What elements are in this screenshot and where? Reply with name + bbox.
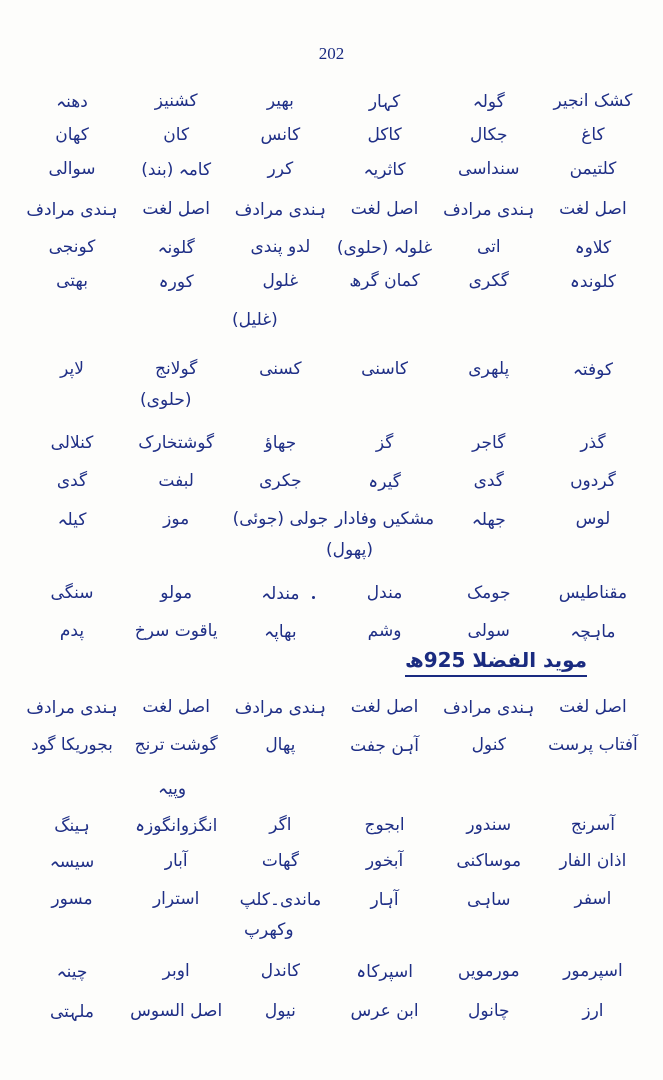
word-row [20,82,645,120]
word-cell: یاقوت سرخ [134,621,218,641]
word-cell: مشکیں وفادار [334,509,435,529]
word-cell: گردوں [570,471,616,491]
word-cell: گذر [580,433,606,453]
word-cell: آسرنج [570,815,615,835]
word-row [20,116,645,154]
word-row [20,612,645,650]
word-cell: آہن جفت [350,735,419,756]
word-cell: اسپرمور [563,961,623,981]
column-header: ہندی مرادف [26,697,118,718]
word-cell: اوبر [162,961,190,981]
word-cell: کانس [260,125,301,145]
word-cell: ملہتی [50,1001,94,1022]
word-cell: لبفت [158,471,194,491]
note-wapia: وپیہ [158,779,187,799]
word-cell: گیرہ [368,471,401,492]
word-cell: اصل السوس [130,1001,223,1021]
word-cell: جومک [466,583,511,603]
word-cell: ماہچہ [570,621,616,642]
word-cell: پدم [59,621,85,641]
word-cell: کاثریہ [363,159,406,180]
word-cell: چینہ [56,961,88,982]
word-cell: سولی [467,621,510,641]
word-cell: مسور [51,889,93,909]
word-cell: کان [163,125,190,145]
word-row [20,462,645,500]
word-cell: انگزوانگوزہ [135,815,218,836]
word-cell: گز [375,433,394,453]
word-cell: ابجوج [364,815,405,835]
word-cell: ماندی۔کلپ [239,889,322,910]
column-header: اصل لغت [559,697,627,717]
word-cell: جکری [259,471,302,491]
word-cell: لاپر [60,359,84,379]
header-row [20,688,645,726]
word-row [20,726,645,764]
note-phool: (پھول) [326,540,373,560]
word-cell: لدو پندی [250,237,311,257]
word-cell: مولو [160,583,193,603]
word-cell: کاغ [581,125,605,145]
word-cell: چانول [467,1001,510,1021]
word-cell: نیول [264,1001,296,1021]
column-header: اصل لغت [142,199,210,219]
note-ghulail: (غلیل) [232,310,278,330]
column-header: ہندی مرادف [234,697,326,718]
word-row [20,806,645,844]
word-cell: آبخور [365,851,404,871]
word-row [20,262,645,300]
word-cell: کونجی [48,237,96,257]
word-cell: استرار [152,889,200,909]
word-cell: ہینگ [54,815,90,836]
word-cell: کرر [267,159,294,179]
word-cell: کامہ (بند) [141,159,212,180]
column-header: ہندی مرادف [26,199,118,220]
word-cell: کیلہ [57,509,87,530]
page-number: 202 [318,44,345,63]
column-header: اصل لغت [142,697,210,717]
word-cell: جھاؤ [264,433,297,453]
column-header: ہندی مرادف [234,199,326,220]
word-cell: کھان [55,125,89,145]
word-cell: جولی (جوئی) [232,509,329,529]
word-cell: کاسنی [361,359,408,379]
word-cell: مندلہ [261,583,300,604]
word-cell: کنول [471,735,506,755]
word-cell: اسپرکاہ [356,961,413,982]
word-row [20,350,645,388]
word-cell: کاندل [260,961,301,981]
word-cell: کہار [368,91,401,112]
word-row [20,574,645,612]
word-cell: اسفر [574,889,612,909]
word-cell: گلونہ [157,237,195,258]
word-cell: گوشتخارک [138,433,215,453]
note-halwi: (حلوی) [140,390,192,410]
word-cell: گولہ [472,91,505,112]
word-row [20,500,645,538]
word-row [20,842,645,880]
word-cell: ابن عرس [350,1001,419,1021]
word-cell: بھیر [266,91,294,111]
word-cell: بھاپہ [264,621,297,642]
word-cell: کورہ [158,271,194,292]
word-cell: مندل [366,583,403,603]
word-cell: کاکل [367,125,402,145]
word-cell: گدی [473,471,504,491]
word-cell: سندور [466,815,512,835]
ink-dot [312,596,315,599]
word-cell: غلول [262,271,299,291]
word-cell: غلولہ (حلوی) [336,237,433,258]
word-cell: کوفتہ [572,359,613,380]
word-cell: سوالی [48,159,96,179]
word-row [20,150,645,188]
header-row [20,190,645,228]
word-row [20,880,645,918]
word-cell: سنگی [50,583,94,603]
word-cell: گدی [56,471,88,491]
word-cell: مورمویں [457,961,520,981]
word-cell: دھنہ [56,91,88,112]
word-cell: گاجر [472,433,506,453]
word-cell: بھتی [56,271,88,291]
word-cell: پلھری [468,359,510,379]
word-cell: پھال [265,735,296,755]
column-header: ہندی مرادف [443,199,535,220]
note-wakharap: وکھرپ [244,920,294,940]
word-cell: جھلہ [471,509,506,530]
word-cell: وشم [367,621,402,641]
word-cell: گوشت ترنج [134,735,218,755]
word-cell: کشک انجیر [553,91,633,111]
word-cell: اتی [476,237,501,257]
word-cell: لوس [575,509,611,529]
word-cell: کلوندہ [569,271,616,292]
word-cell: آبار [164,851,188,871]
word-cell: بجوریکا گود [31,735,113,755]
word-cell: گھات [261,851,299,871]
word-cell: کلتیمن [569,159,617,179]
word-cell: کلاوہ [574,237,612,258]
word-cell: کشنیز [154,91,198,111]
word-cell: آہار [370,889,399,910]
word-cell: مقناطیس [558,583,628,603]
word-cell: کنلالی [50,433,94,453]
word-row [20,228,645,266]
word-cell: ارز [582,1001,604,1021]
word-cell: ساہی [466,889,511,910]
word-cell: اذان الفار [559,851,627,871]
word-cell: گکری [468,271,509,291]
word-cell: اگر [269,815,292,835]
column-header: اصل لغت [559,199,627,219]
word-cell: کمان گرھ [349,271,420,291]
word-cell: جکال [470,125,508,145]
word-cell: کسنی [259,359,302,379]
word-row [20,424,645,462]
word-row [20,952,645,990]
column-header: اصل لغت [350,697,419,717]
column-header: ہندی مرادف [443,697,535,718]
column-header: اصل لغت [350,199,419,219]
word-cell: گولانج [155,359,198,379]
word-cell: موساکنی [456,851,522,871]
word-cell: موز [163,509,190,529]
word-cell: آفتاب پرست [548,735,638,755]
word-cell: سیسہ [49,851,95,872]
section-heading: موید الفضلا 925ھ [405,648,587,677]
word-row [20,992,645,1030]
word-cell: سنداسی [458,159,520,179]
